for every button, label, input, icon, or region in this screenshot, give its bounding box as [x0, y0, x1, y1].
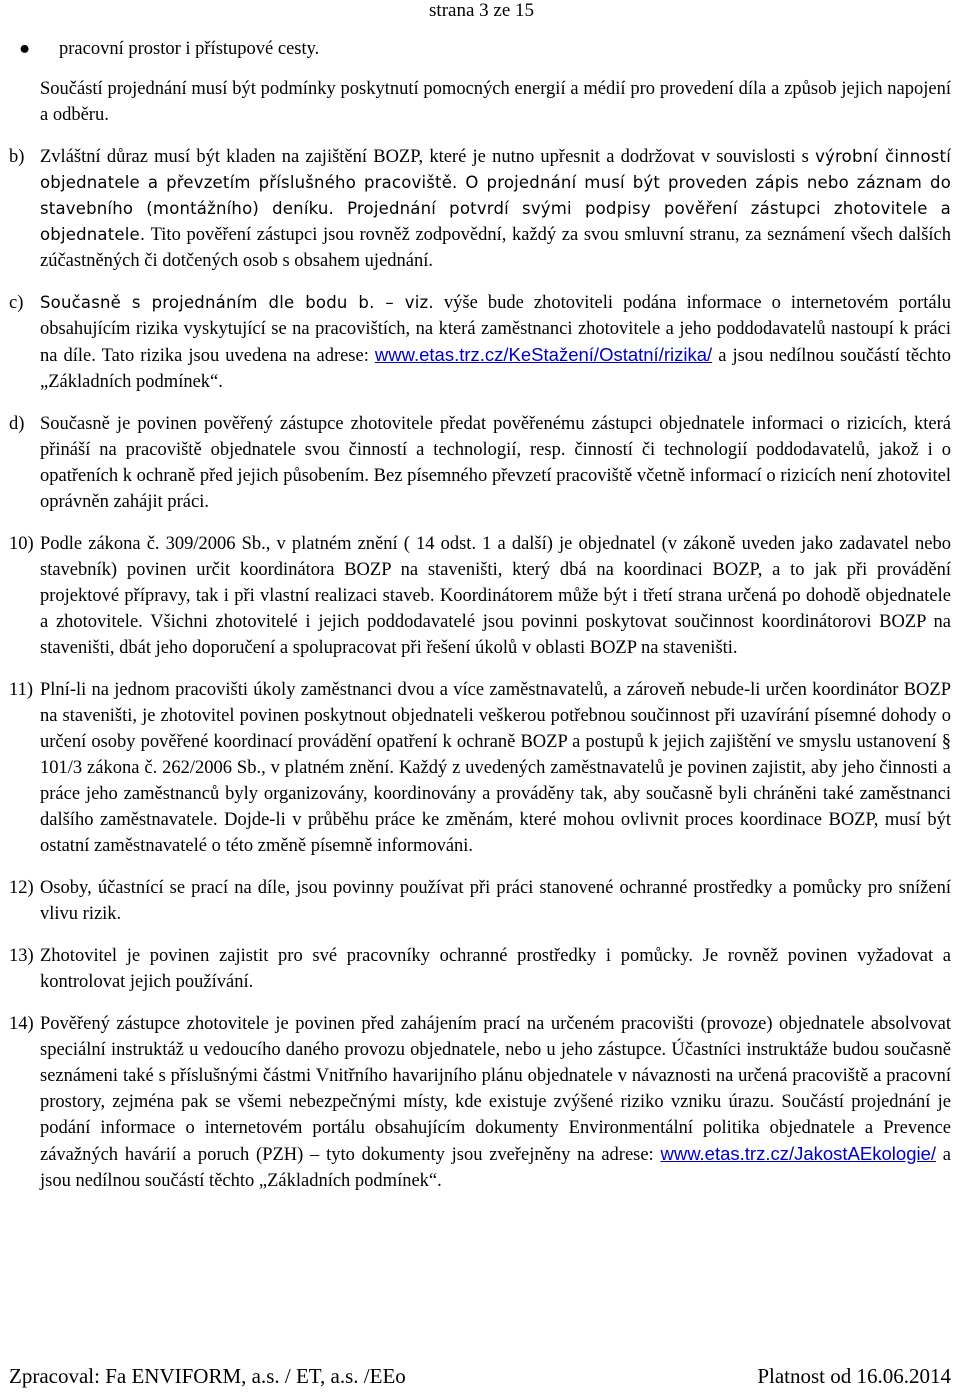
text-part: výrobní činností objednatele a převzetím příslušného pracoviště. O projednání musí být proveden zápis nebo záznam do stavebního (montážního) deníku. Projednání potvrdí svými podpisy pověření zástupci zhotovitele a objednatele.: [40, 147, 952, 244]
list-marker: d): [9, 414, 25, 434]
document-body: [9, 36, 951, 1210]
list-item-c: [9, 290, 951, 395]
list-text: Podle zákona č. 309/2006 Sb., v platném znění ( 14 odst. 1 a další) je objednatel (v zákoně uveden jako zadavatel nebo stavebník) povinen určit koordinátora BOZP na staveništi, který dbá na koordinaci BOZP, a to jak při provádění projektové přípravy, tak i při vlastní realizaci staveb. Koordinátorem může být i třetí strana určená po dohodě objednatele a zhotovitele. Všichni zhotovitelé i jejich poddodavatelé jsou povinni poskytovat součinnost koordinátorovi BOZP na staveništi, dbát jeho doporučení a spolupracovat při řešení úkolů v oblasti BOZP na staveništi.: [40, 534, 951, 658]
list-marker: 12): [9, 878, 34, 898]
text-part: Současně s projednáním dle bodu b. – viz.: [40, 293, 434, 312]
list-text: [40, 290, 951, 395]
list-item-10: [9, 531, 951, 661]
text-part: výše bude zhotoviteli podána informace o internetovém portálu obsahujícím rizika vyskytující se na pracovištích, na která zaměstnanci zhotovitele a jeho poddodavatelů nastoupí k práci na díle. Tato rizika jsou uvedena na adrese:: [40, 293, 952, 366]
list-marker: 14): [9, 1014, 34, 1034]
list-item-11: [9, 677, 951, 859]
list-item-d: [9, 411, 951, 515]
list-marker: 13): [9, 946, 34, 966]
page-footer: [9, 1363, 951, 1389]
text-part: Zvláštní důraz musí být kladen na zajištění BOZP, které je nutno upřesnit a dodržovat v souvislosti s: [40, 147, 816, 167]
text-part: Tito pověření zástupci jsou rovněž zodpovědní, každý za svou smluvní stranu, za seznámení všech dalších zúčastněných či dotčených osob s obsahem ujednání.: [40, 225, 951, 271]
list-text: Plní-li na jednom pracovišti úkoly zaměstnanci dvou a více zaměstnavatelů, a zároveň nebude-li určen koordinátor BOZP na staveništi, je zhotovitel povinen poskytnout objednateli veškerou potřebnou součinnost při uzavírání písemné dohody o určení osoby pověřené koordinací provádění opatření k ochraně BOZP a postupů k jejich zajištění ve smyslu ustanovení § 101/3 zákona č. 262/2006 Sb., v platném znění. Každý z uvedených zaměstnavatelů je povinen zajistit, aby jeho činnosti a práce jeho zaměstnanců byly organizovány, koordinovány a prováděny tak, aby současně byli chráněni také zaměstnanci dalšího zaměstnavatele. Dojde-li v průběhu práce ke změnám, které mohou ovlivnit proces koordinace BOZP, musí být ostatní zaměstnavatelé o této změně písemně informováni.: [40, 680, 951, 856]
list-text: Současně je povinen pověřený zástupce zhotovitele předat pověřenému zástupci objednatele informaci o rizicích, která přináší na pracoviště objednatele svou činností a technologií, resp. činností či technologií poddodavatelů, jakož i o opatřeních k ochraně před jejich působením. Bez písemného převzetí pracoviště včetně informací o rizicích není zhotovitel oprávněn zahájit práci.: [40, 414, 951, 512]
list-marker: 11): [9, 680, 33, 700]
text-part: a jsou nedílnou součástí těchto „Základních podmínek“.: [40, 346, 951, 392]
list-marker: 10): [9, 534, 34, 554]
list-marker: c): [9, 293, 24, 313]
text-part: Pověřený zástupce zhotovitele je povinen před zahájením prací na určeném pracovišti (provoze) objednatele absolvovat speciální instruktáž u vedoucího daného provozu objednatele, nebo u jeho zástupce. Účastníci instruktáže budou současně seznámeni také s příslušnými částmi Vnitřního havarijního plánu objednatele v návaznosti na určená pracoviště a pracovní prostory, zejména pak se všemi nebezpečnými místy, kde existuje zvýšené riziko vzniku úrazu. Součástí projednání je podání informace o internetovém portálu obsahujícím dokumenty Environmentální politika objednatele a Prevence závažných havárií a poruch (PZH) – tyto dokumenty jsou zveřejněny na adrese:: [40, 1014, 951, 1165]
list-text: Osoby, účastnící se prací na díle, jsou povinny používat při práci stanovené ochranné prostředky a pomůcky pro snížení vlivu rizik.: [40, 878, 951, 924]
list-marker: b): [9, 147, 25, 167]
text-part: a jsou nedílnou součástí těchto „Základních podmínek“.: [40, 1145, 951, 1191]
list-text: Zhotovitel je povinen zajistit pro své pracovníky ochranné prostředky i pomůcky. Je rovněž povinen vyžadovat a kontrolovat jejich používání.: [40, 946, 951, 992]
bullet-text: pracovní prostor i přístupové cesty.: [59, 39, 320, 59]
ekologie-link[interactable]: www.etas.trz.cz/JakostAEkologie/: [660, 1143, 937, 1164]
list-text: [40, 144, 951, 274]
footer-author: Zpracoval: Fa ENVIFORM, a.s. / ET, a.s. /EEo: [9, 1364, 406, 1388]
list-item-14: [9, 1011, 951, 1194]
bullet-icon: ●: [19, 39, 31, 59]
page-number: strana 3 ze 15: [429, 0, 534, 21]
paragraph-energie: Součástí projednání musí být podmínky poskytnutí pomocných energií a médií pro provedení díla a způsob jejich napojení a odběru.: [40, 79, 951, 125]
footer-validity: Platnost od 16.06.2014: [757, 1364, 951, 1388]
list-item-12: [9, 875, 951, 927]
list-item-13: [9, 943, 951, 995]
rizika-link[interactable]: www.etas.trz.cz/KeStažení/Ostatní/rizika/: [374, 344, 713, 365]
list-text: [40, 1011, 951, 1194]
list-item-b: [9, 144, 951, 274]
bullet-item: [19, 36, 951, 62]
